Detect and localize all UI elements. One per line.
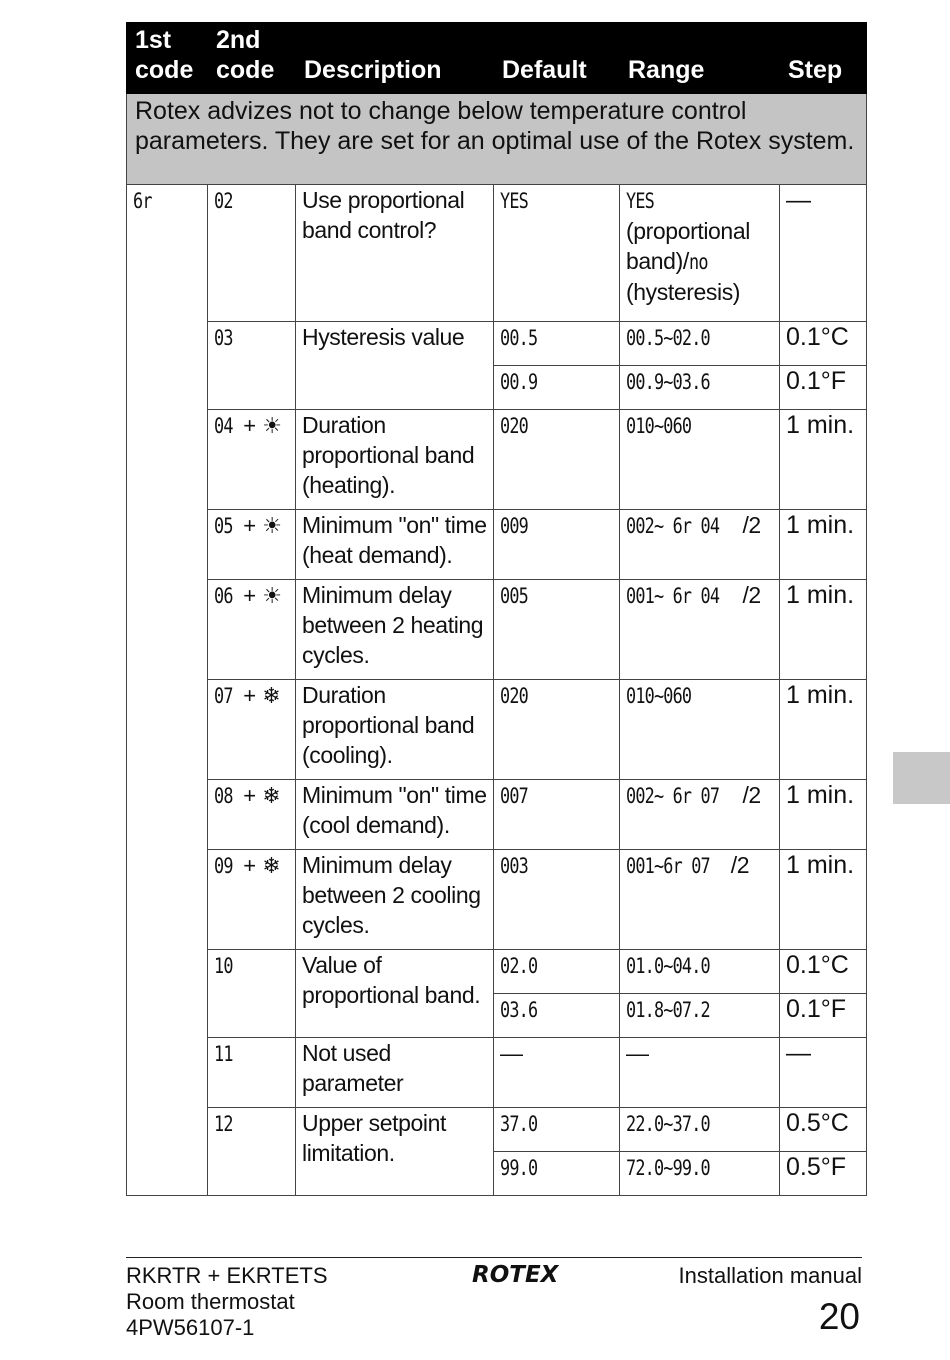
range-cell: 01.8~07.2	[620, 994, 780, 1038]
default-cell: 02.0	[494, 950, 620, 994]
description-cell: Minimum delay between 2 cooling cycles.	[296, 850, 494, 950]
range-cell: 002~ 6r 04 /2	[620, 510, 780, 580]
note-text: Rotex advizes not to change below temperature control parameters. They are set for an optimal use of the Rotex system.	[127, 94, 867, 185]
table-row	[127, 850, 867, 950]
range-cell: 01.0~04.0	[620, 950, 780, 994]
table-row	[127, 410, 867, 510]
description-cell: Hysteresis value	[296, 322, 494, 410]
range-cell: 001~ 6r 04 /2	[620, 580, 780, 680]
table-row	[127, 780, 867, 850]
step-cell: 0.5°F	[780, 1152, 867, 1196]
description-cell: Not used parameter	[296, 1038, 494, 1108]
table-row	[127, 580, 867, 680]
first-code-cell: 6r	[127, 185, 208, 1196]
note-row	[127, 94, 867, 185]
second-code-cell: 02	[208, 185, 296, 322]
table-row	[127, 680, 867, 780]
table-row	[127, 185, 867, 322]
table-row	[127, 1038, 867, 1108]
default-cell: 00.5	[494, 322, 620, 366]
second-code-cell: 06 + ☀	[208, 580, 296, 680]
range-cell: YES (proportional band)/no (hysteresis)	[620, 185, 780, 322]
default-cell: 00.9	[494, 366, 620, 410]
snowflake-icon: + ❄	[243, 783, 281, 808]
footer-left	[126, 1263, 328, 1341]
snowflake-icon: + ❄	[243, 853, 281, 878]
default-cell: 37.0	[494, 1108, 620, 1152]
header-default: Default	[494, 23, 620, 94]
header-step: Step	[780, 23, 867, 94]
default-cell: YES	[494, 185, 620, 322]
step-cell: 0.1°C	[780, 950, 867, 994]
range-cell: 002~ 6r 07 /2	[620, 780, 780, 850]
table-row	[127, 322, 867, 366]
header-first-code: 1st code	[127, 23, 208, 94]
default-cell: 020	[494, 410, 620, 510]
step-cell: 1 min.	[780, 510, 867, 580]
table-header-row	[127, 23, 867, 94]
range-cell: 00.5~02.0	[620, 322, 780, 366]
sun-icon: + ☀	[243, 413, 282, 438]
second-code-cell: 08 + ❄	[208, 780, 296, 850]
table-row	[127, 1108, 867, 1152]
default-cell: 009	[494, 510, 620, 580]
description-cell: Minimum "on" time (heat demand).	[296, 510, 494, 580]
default-cell: 007	[494, 780, 620, 850]
step-cell: 1 min.	[780, 850, 867, 950]
description-cell: Upper setpoint limitation.	[296, 1108, 494, 1196]
range-cell: 001~6r 07 /2	[620, 850, 780, 950]
step-cell: 1 min.	[780, 680, 867, 780]
header-range: Range	[620, 23, 780, 94]
footer-doc-number: 4PW56107-1	[126, 1315, 255, 1340]
step-cell: 0.1°F	[780, 994, 867, 1038]
default-cell: 020	[494, 680, 620, 780]
range-cell: 010~060	[620, 410, 780, 510]
footer-divider	[126, 1257, 862, 1258]
description-cell: Use proportional band control?	[296, 185, 494, 322]
snowflake-icon: + ❄	[243, 683, 281, 708]
default-cell: —	[494, 1038, 620, 1108]
description-cell: Duration proportional band (cooling).	[296, 680, 494, 780]
header-second-code: 2nd code	[208, 23, 296, 94]
page-number: 20	[818, 1296, 860, 1337]
range-cell: 72.0~99.0	[620, 1152, 780, 1196]
second-code-cell: 12	[208, 1108, 296, 1196]
second-code-cell: 03	[208, 322, 296, 410]
second-code-cell: 05 + ☀	[208, 510, 296, 580]
footer-product: Room thermostat	[126, 1289, 295, 1314]
section-tab-marker	[893, 752, 950, 804]
step-cell: 1 min.	[780, 410, 867, 510]
range-cell: 22.0~37.0	[620, 1108, 780, 1152]
default-cell: 003	[494, 850, 620, 950]
step-cell: —	[780, 185, 867, 322]
second-code-cell: 09 + ❄	[208, 850, 296, 950]
second-code-cell: 10	[208, 950, 296, 1038]
default-cell: 99.0	[494, 1152, 620, 1196]
step-cell: 0.5°C	[780, 1108, 867, 1152]
description-cell: Duration proportional band (heating).	[296, 410, 494, 510]
description-cell: Minimum delay between 2 heating cycles.	[296, 580, 494, 680]
table-row	[127, 510, 867, 580]
description-cell: Minimum "on" time (cool demand).	[296, 780, 494, 850]
range-cell: 00.9~03.6	[620, 366, 780, 410]
table-row	[127, 950, 867, 994]
sun-icon: + ☀	[243, 583, 282, 608]
footer-manual-title: Installation manual	[678, 1263, 862, 1288]
step-cell: 1 min.	[780, 580, 867, 680]
default-cell: 03.6	[494, 994, 620, 1038]
second-code-cell: 04 + ☀	[208, 410, 296, 510]
step-cell: —	[780, 1038, 867, 1108]
step-cell: 0.1°C	[780, 322, 867, 366]
header-description: Description	[296, 23, 494, 94]
parameter-table	[126, 22, 867, 1196]
range-cell: 010~060	[620, 680, 780, 780]
sun-icon: + ☀	[243, 513, 282, 538]
step-cell: 1 min.	[780, 780, 867, 850]
footer-model: RKRTR + EKRTETS	[126, 1263, 328, 1288]
description-cell: Value of proportional band.	[296, 950, 494, 1038]
rotex-logo: ROTEX	[472, 1262, 559, 1288]
step-cell: 0.1°F	[780, 366, 867, 410]
second-code-cell: 07 + ❄	[208, 680, 296, 780]
default-cell: 005	[494, 580, 620, 680]
range-cell: —	[620, 1038, 780, 1108]
second-code-cell: 11	[208, 1038, 296, 1108]
